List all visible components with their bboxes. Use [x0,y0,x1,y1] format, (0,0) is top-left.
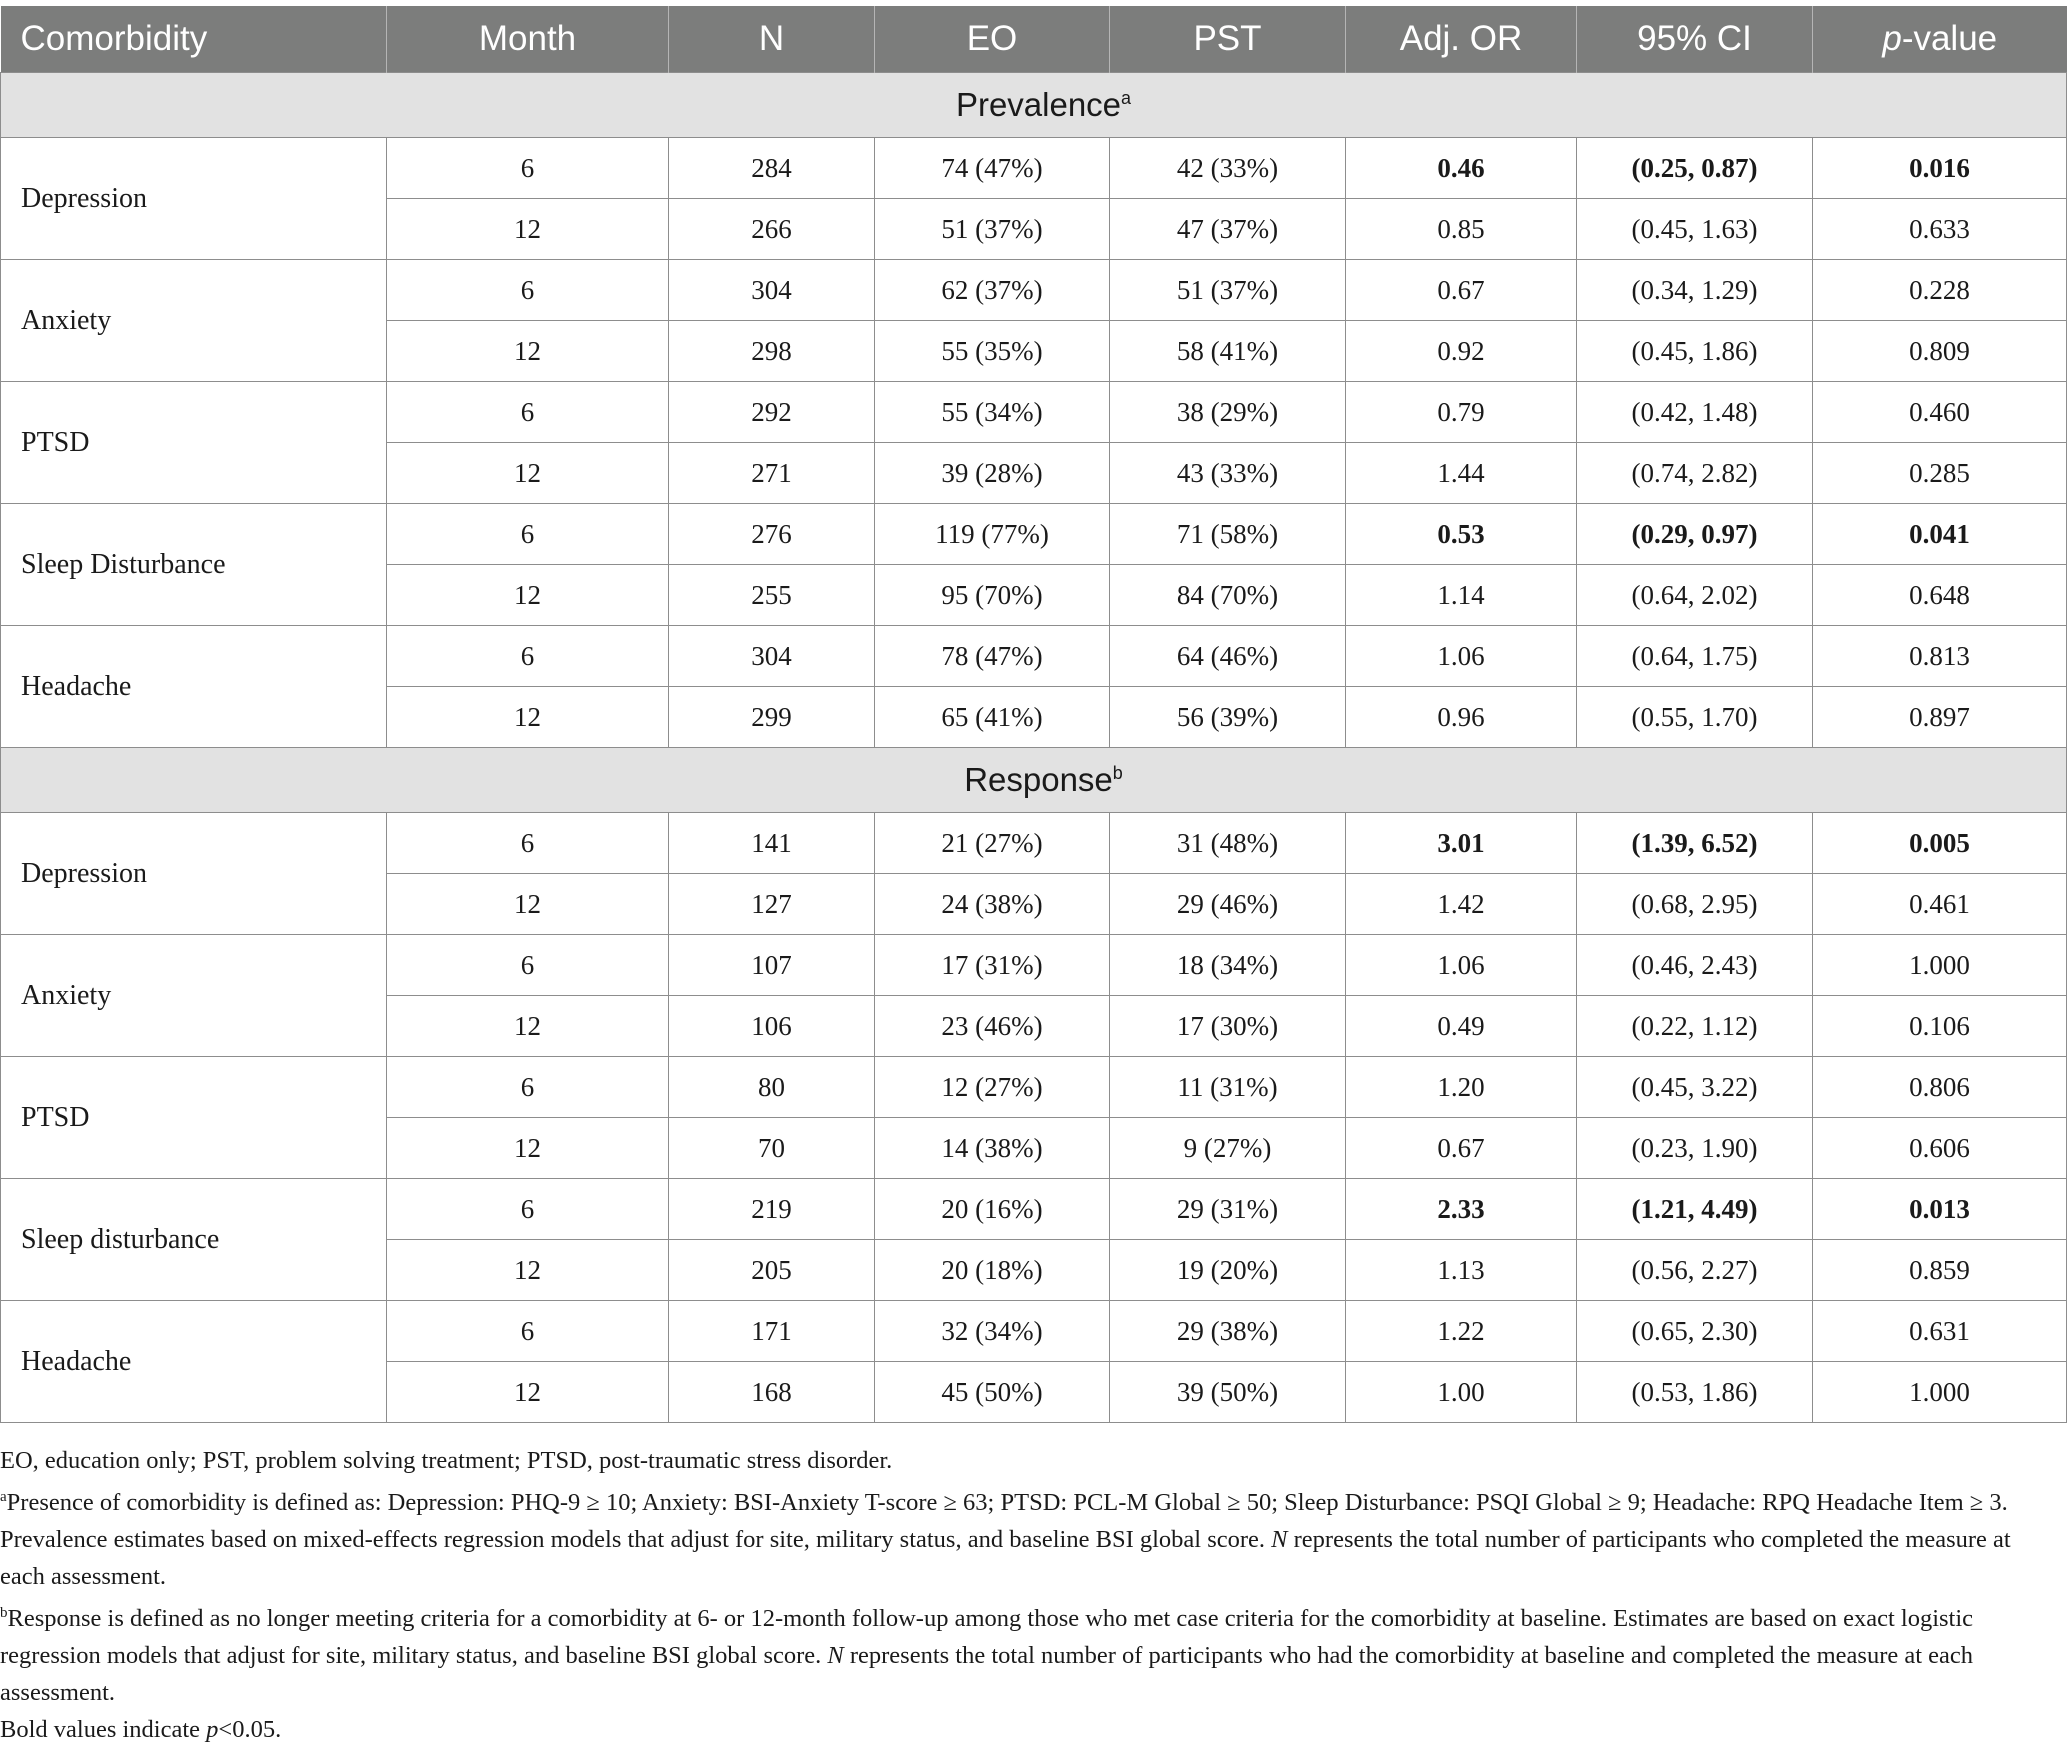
cell-p: 0.633 [1813,199,2067,260]
cell-ci: (0.56, 2.27) [1577,1240,1813,1301]
note-b-text-1: Response is defined as no longer meeting criteria for a comorbidity at 6- or 12-month follow-up among those who met case criteria for the comorbidity at baseline. Estimates are based on exact logistic regression models that adjust for site, military status, and baseline BSI global score. [0,1605,1974,1670]
table-row [1,382,2067,443]
note-bold [0,1711,2060,1748]
cell-n: 219 [669,1179,875,1240]
comorbidity-name: Anxiety [1,260,387,382]
cell-month: 12 [387,996,669,1057]
cell-p: 0.005 [1813,813,2067,874]
cell-pst: 47 (37%) [1110,199,1346,260]
cell-ci: (0.68, 2.95) [1577,874,1813,935]
table-footnotes [0,1442,2060,1748]
cell-eo: 39 (28%) [875,443,1110,504]
note-b-text-2: represents the total number of participants who had the comorbidity at baseline and completed the measure at each assessment. [0,1642,1974,1707]
cell-month: 6 [387,138,669,199]
cell-p: 0.606 [1813,1118,2067,1179]
cell-or: 1.06 [1346,935,1577,996]
cell-pst: 17 (30%) [1110,996,1346,1057]
note-b-marker: b [0,1605,8,1622]
cell-or: 1.00 [1346,1362,1577,1423]
cell-month: 12 [387,1362,669,1423]
cell-pst: 39 (50%) [1110,1362,1346,1423]
cell-n: 271 [669,443,875,504]
col-eo: EO [875,6,1110,73]
cell-month: 6 [387,504,669,565]
cell-eo: 78 (47%) [875,626,1110,687]
cell-or: 0.67 [1346,1118,1577,1179]
cell-p: 0.016 [1813,138,2067,199]
cell-pst: 42 (33%) [1110,138,1346,199]
section-footnote-marker: a [1121,88,1132,108]
section-prevalence [1,73,2067,138]
comorbidity-name: Headache [1,1301,387,1423]
cell-ci: (1.39, 6.52) [1577,813,1813,874]
cell-pst: 58 (41%) [1110,321,1346,382]
comorbidity-name: Sleep disturbance [1,1179,387,1301]
cell-n: 304 [669,260,875,321]
cell-pst: 29 (46%) [1110,874,1346,935]
cell-pst: 11 (31%) [1110,1057,1346,1118]
cell-or: 3.01 [1346,813,1577,874]
cell-or: 1.20 [1346,1057,1577,1118]
cell-p: 0.461 [1813,874,2067,935]
cell-p: 0.460 [1813,382,2067,443]
cell-p: 0.809 [1813,321,2067,382]
cell-n: 141 [669,813,875,874]
cell-eo: 95 (70%) [875,565,1110,626]
cell-month: 12 [387,1118,669,1179]
note-a-text-1: Presence of comorbidity is defined as: Depression: PHQ-9 ≥ 10; Anxiety: BSI-Anxiety T-score ≥ 63; PTSD: PCL-M Global ≥ 50; Sleep Disturbance: PSQI Global ≥ 9; Headache: RPQ Headache Item ≥ 3. Prevalence estimates based on mixed-effects regression models that adjust for site, military status, and baseline BSI global score. [0,1489,2008,1554]
table-row [1,1301,2067,1362]
cell-n: 304 [669,626,875,687]
table-row [1,260,2067,321]
cell-pst: 43 (33%) [1110,443,1346,504]
cell-or: 0.49 [1346,996,1577,1057]
cell-ci: (0.34, 1.29) [1577,260,1813,321]
cell-p: 1.000 [1813,935,2067,996]
col-ci: 95% CI [1577,6,1813,73]
cell-p: 0.631 [1813,1301,2067,1362]
table-body [1,73,2067,1423]
cell-month: 12 [387,199,669,260]
cell-or: 0.79 [1346,382,1577,443]
cell-n: 127 [669,874,875,935]
cell-ci: (0.64, 2.02) [1577,565,1813,626]
cell-month: 12 [387,565,669,626]
cell-eo: 20 (16%) [875,1179,1110,1240]
cell-or: 0.46 [1346,138,1577,199]
comorbidity-table [0,6,2067,1423]
cell-eo: 65 (41%) [875,687,1110,748]
cell-p: 0.897 [1813,687,2067,748]
cell-pst: 51 (37%) [1110,260,1346,321]
cell-ci: (0.25, 0.87) [1577,138,1813,199]
cell-pst: 29 (38%) [1110,1301,1346,1362]
note-abbreviations: EO, education only; PST, problem solving treatment; PTSD, post-traumatic stress disorder. [0,1447,893,1474]
cell-or: 0.96 [1346,687,1577,748]
cell-pst: 84 (70%) [1110,565,1346,626]
table-container [0,6,2068,1423]
cell-n: 276 [669,504,875,565]
cell-eo: 55 (35%) [875,321,1110,382]
note-bold-text-1: Bold values indicate [0,1716,207,1744]
cell-pst: 19 (20%) [1110,1240,1346,1301]
comorbidity-name: Anxiety [1,935,387,1057]
section-footnote-marker: b [1112,763,1123,783]
cell-or: 2.33 [1346,1179,1577,1240]
cell-p: 0.648 [1813,565,2067,626]
cell-ci: (0.64, 1.75) [1577,626,1813,687]
cell-n: 298 [669,321,875,382]
cell-month: 6 [387,813,669,874]
cell-eo: 55 (34%) [875,382,1110,443]
cell-pst: 71 (58%) [1110,504,1346,565]
table-row [1,138,2067,199]
comorbidity-name: PTSD [1,1057,387,1179]
cell-or: 1.06 [1346,626,1577,687]
cell-eo: 51 (37%) [875,199,1110,260]
col-n: N [669,6,875,73]
cell-eo: 74 (47%) [875,138,1110,199]
cell-eo: 20 (18%) [875,1240,1110,1301]
cell-n: 80 [669,1057,875,1118]
cell-or: 1.13 [1346,1240,1577,1301]
note-a-n: N [1271,1526,1288,1554]
cell-ci: (0.53, 1.86) [1577,1362,1813,1423]
col-pst: PST [1110,6,1346,73]
section-title: Prevalence [955,86,1122,123]
cell-eo: 119 (77%) [875,504,1110,565]
cell-p: 0.013 [1813,1179,2067,1240]
note-a-text-2: represents the total number of participants who completed the measure at each assessment. [0,1526,2011,1591]
cell-ci: (0.74, 2.82) [1577,443,1813,504]
note-a [0,1479,2060,1595]
cell-eo: 24 (38%) [875,874,1110,935]
cell-or: 0.85 [1346,199,1577,260]
cell-month: 6 [387,1301,669,1362]
comorbidity-name: PTSD [1,382,387,504]
section-prevalence-label [1,73,2067,138]
comorbidity-name: Depression [1,138,387,260]
cell-p: 0.859 [1813,1240,2067,1301]
comorbidity-name: Sleep Disturbance [1,504,387,626]
cell-pst: 38 (29%) [1110,382,1346,443]
note-bold-text-2: <0.05. [218,1716,282,1744]
cell-n: 168 [669,1362,875,1423]
cell-p: 0.285 [1813,443,2067,504]
cell-p: 0.813 [1813,626,2067,687]
cell-month: 12 [387,1240,669,1301]
cell-pst: 31 (48%) [1110,813,1346,874]
cell-ci: (0.45, 3.22) [1577,1057,1813,1118]
cell-eo: 12 (27%) [875,1057,1110,1118]
col-adj-or: Adj. OR [1346,6,1577,73]
cell-month: 6 [387,1057,669,1118]
cell-ci: (0.65, 2.30) [1577,1301,1813,1362]
note-b-n: N [827,1642,844,1670]
cell-month: 12 [387,443,669,504]
cell-or: 1.14 [1346,565,1577,626]
col-month: Month [387,6,669,73]
cell-ci: (0.23, 1.90) [1577,1118,1813,1179]
cell-ci: (0.45, 1.86) [1577,321,1813,382]
cell-ci: (0.45, 1.63) [1577,199,1813,260]
cell-n: 299 [669,687,875,748]
note-bold-p: p [206,1716,219,1744]
cell-p: 0.806 [1813,1057,2067,1118]
cell-pst: 64 (46%) [1110,626,1346,687]
cell-n: 284 [669,138,875,199]
cell-or: 1.42 [1346,874,1577,935]
cell-month: 12 [387,874,669,935]
cell-month: 6 [387,935,669,996]
table-row [1,1179,2067,1240]
cell-ci: (0.46, 2.43) [1577,935,1813,996]
cell-month: 6 [387,1179,669,1240]
cell-ci: (0.42, 1.48) [1577,382,1813,443]
cell-or: 0.67 [1346,260,1577,321]
section-response-label [1,748,2067,813]
cell-or: 0.92 [1346,321,1577,382]
comorbidity-name: Depression [1,813,387,935]
cell-or: 1.44 [1346,443,1577,504]
p-italic: p [1882,19,1902,58]
cell-pst: 29 (31%) [1110,1179,1346,1240]
note-b [0,1595,2060,1711]
cell-n: 107 [669,935,875,996]
cell-ci: (0.29, 0.97) [1577,504,1813,565]
table-row [1,626,2067,687]
cell-ci: (0.55, 1.70) [1577,687,1813,748]
note-a-marker: a [0,1489,7,1505]
cell-pst: 9 (27%) [1110,1118,1346,1179]
col-comorbidity: Comorbidity [1,6,387,73]
col-p-value [1813,6,2067,73]
cell-n: 255 [669,565,875,626]
cell-n: 205 [669,1240,875,1301]
cell-p: 0.041 [1813,504,2067,565]
cell-eo: 45 (50%) [875,1362,1110,1423]
comorbidity-name: Headache [1,626,387,748]
cell-eo: 23 (46%) [875,996,1110,1057]
cell-pst: 56 (39%) [1110,687,1346,748]
cell-eo: 21 (27%) [875,813,1110,874]
cell-n: 292 [669,382,875,443]
section-title: Response [964,761,1113,798]
cell-ci: (1.21, 4.49) [1577,1179,1813,1240]
table-row [1,935,2067,996]
cell-p: 0.106 [1813,996,2067,1057]
table-row [1,813,2067,874]
cell-month: 6 [387,382,669,443]
p-rest: -value [1901,19,1998,58]
cell-p: 1.000 [1813,1362,2067,1423]
table-row [1,1057,2067,1118]
cell-n: 106 [669,996,875,1057]
cell-eo: 62 (37%) [875,260,1110,321]
cell-n: 171 [669,1301,875,1362]
cell-n: 70 [669,1118,875,1179]
cell-ci: (0.22, 1.12) [1577,996,1813,1057]
cell-eo: 32 (34%) [875,1301,1110,1362]
cell-or: 0.53 [1346,504,1577,565]
cell-pst: 18 (34%) [1110,935,1346,996]
header-row [1,6,2067,73]
cell-n: 266 [669,199,875,260]
cell-month: 12 [387,687,669,748]
cell-p: 0.228 [1813,260,2067,321]
cell-month: 6 [387,260,669,321]
cell-month: 12 [387,321,669,382]
cell-eo: 17 (31%) [875,935,1110,996]
cell-eo: 14 (38%) [875,1118,1110,1179]
table-row [1,504,2067,565]
cell-month: 6 [387,626,669,687]
section-response [1,748,2067,813]
cell-or: 1.22 [1346,1301,1577,1362]
